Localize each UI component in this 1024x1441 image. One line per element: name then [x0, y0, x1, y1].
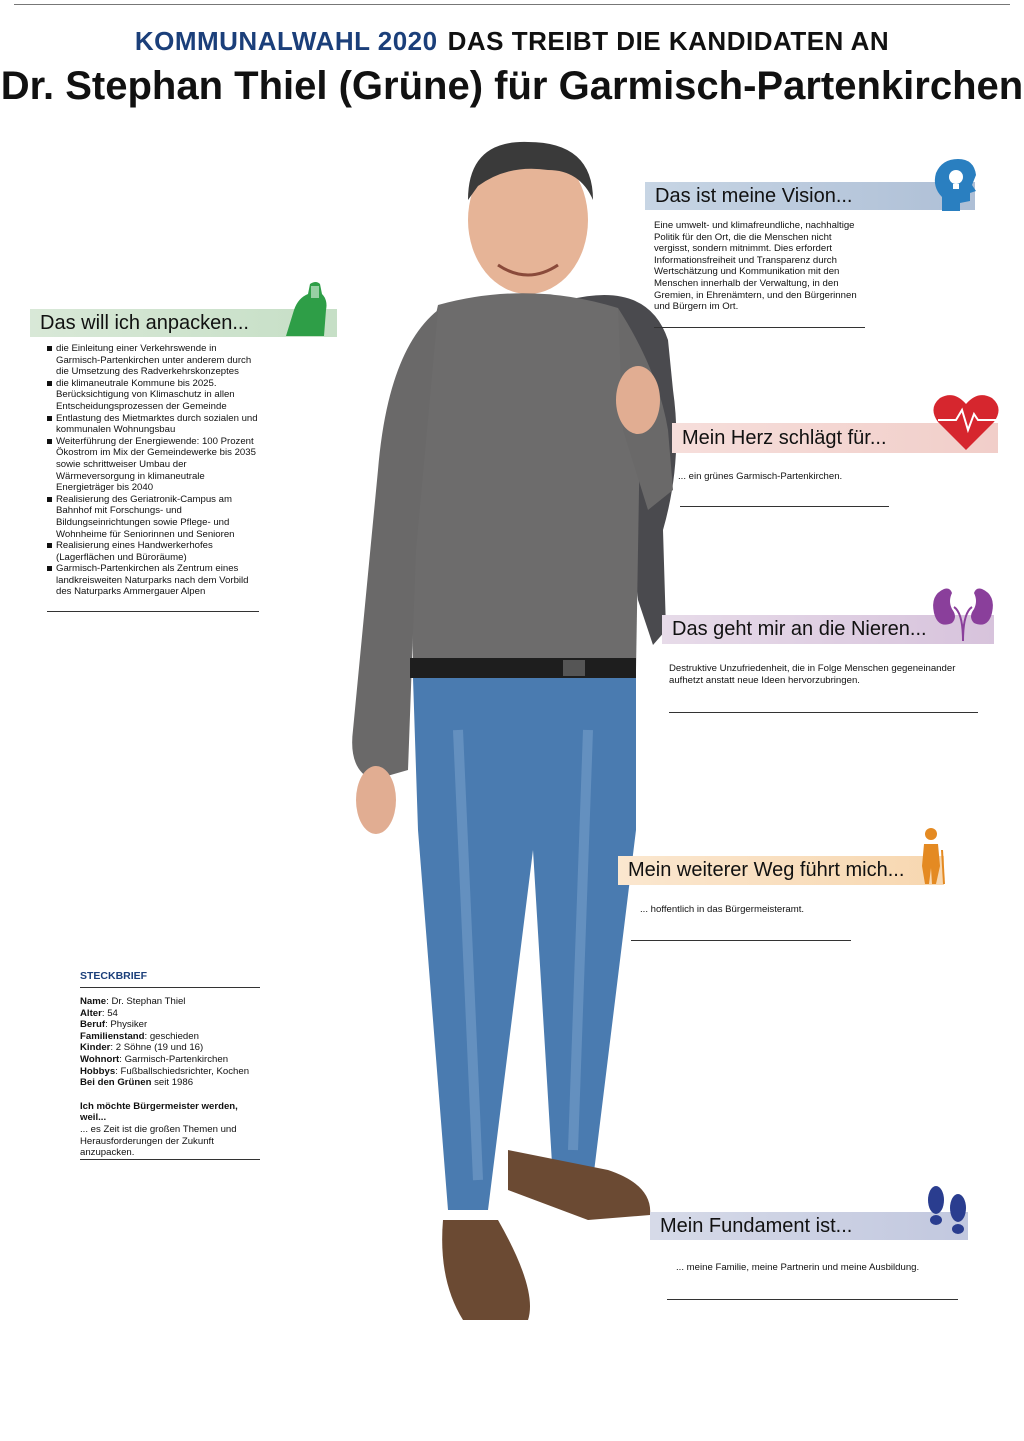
steckbrief-key: Name [80, 996, 107, 1007]
steckbrief-question: Ich möchte Bürgermeister werden, weil... [80, 1100, 238, 1124]
footprints-icon [924, 1184, 970, 1242]
vision-rule [654, 327, 865, 328]
steckbrief-row [80, 1019, 265, 1031]
fundament-text: ... meine Familie, meine Partnerin und meine Ausbildung. [676, 1262, 920, 1273]
steckbrief-rows [80, 996, 265, 1089]
anpacken-item: Realisierung eines Handwerkerhofes (Lagerflächen und Büroräume) [47, 540, 260, 563]
steckbrief-value: : geschieden [144, 1030, 199, 1042]
weg-text: ... hoffentlich in das Bürgermeisteramt. [640, 904, 805, 915]
nieren-label-text: Das geht mir an die Nieren... [672, 618, 927, 640]
heart-pulse-icon [932, 392, 1000, 452]
steckbrief-key: Beruf [80, 1019, 106, 1031]
fundament-label-text: Mein Fundament ist... [660, 1214, 853, 1237]
person-walking-icon [916, 826, 946, 886]
anpacken-item: Realisierung des Geriatronik-Campus am Bahnhof mit Forschungs- und Bildungseinrichtungen sowie Pflege- und Wohnheime für Seniorinnen und Senioren [47, 494, 260, 540]
steckbrief-row [80, 1042, 265, 1054]
kidneys-icon [930, 583, 996, 643]
vision-label [645, 182, 975, 210]
anpacken-item: die klimaneutrale Kommune bis 2025. Berücksichtigung von Klimaschutz in allen Entscheidungsprozessen der Gemeinde [47, 378, 260, 413]
top-rule [14, 4, 1010, 5]
vision-text: Eine umwelt- und klimafreundliche, nachhaltige Politik für den Ort, die die Menschen nicht vergisst, sondern mitnimmt. Dies erfordert Informationsfreiheit und Transparenz durch Wertschätzung und Kommunikation mit den Menschen innerhalb der Verwaltung, in den Gremien, in Ehrenämtern, und den Bürgerinnen und Bürgern im Ort. [654, 220, 857, 313]
steckbrief-top-rule [80, 987, 260, 988]
steckbrief-row [80, 1031, 265, 1043]
anpacken-label-text: Das will ich anpacken... [40, 311, 249, 334]
weg-label-text: Mein weiterer Weg führt mich... [628, 859, 905, 881]
kicker [0, 26, 1024, 57]
steckbrief-key: Familienstand [80, 1030, 145, 1042]
kicker-election: KOMMUNALWAHL 2020 [134, 26, 438, 56]
anpacken-rule [47, 611, 259, 612]
herz-text: ... ein grünes Garmisch-Partenkirchen. [678, 471, 843, 482]
steckbrief-value: seit 1986 [151, 1077, 194, 1089]
steckbrief-row [80, 1077, 265, 1089]
steckbrief-body [80, 996, 265, 1159]
nieren-text: Destruktive Unzufriedenheit, die in Folge Menschen gegeneinander aufhetzt anstatt neue Ideen hervorzubringen. [669, 663, 956, 686]
steckbrief-bottom-rule [80, 1159, 260, 1160]
head-lightbulb-icon [932, 157, 978, 213]
herz-label-text: Mein Herz schlägt für... [682, 426, 887, 449]
steckbrief-row [80, 1054, 265, 1066]
anpacken-item: die Einleitung einer Verkehrswende in Garmisch-Partenkirchen unter anderem durch die Umsetzung des Radverkehrskonzeptes [47, 343, 260, 378]
steckbrief-value: : Fußballschiedsrichter, Kochen [115, 1065, 250, 1077]
anpacken-item: Garmisch-Partenkirchen als Zentrum eines landkreisweiten Naturparks nach dem Vorbild des Naturparks Ammergauer Alpen [47, 563, 260, 598]
steckbrief-value: : Garmisch-Partenkirchen [119, 1053, 229, 1065]
kicker-topic: DAS TREIBT DIE KANDIDATEN AN [447, 26, 890, 56]
anpacken-item: Entlastung des Mietmarktes durch sozialen und kommunalen Wohnungsbau [47, 413, 260, 436]
steckbrief-key: Alter [80, 1007, 102, 1019]
vision-label-text: Das ist meine Vision... [655, 184, 853, 207]
flexed-arm-icon [280, 280, 332, 338]
steckbrief-key: Bei den Grünen [80, 1077, 152, 1089]
page-title: Dr. Stephan Thiel (Grüne) für Garmisch-Partenkirchen [0, 64, 1024, 108]
steckbrief-row [80, 1066, 265, 1078]
fundament-label [650, 1212, 968, 1240]
steckbrief-value: : Physiker [105, 1019, 148, 1031]
steckbrief-row [80, 996, 265, 1008]
fundament-rule [667, 1299, 958, 1300]
weg-label [618, 856, 944, 885]
steckbrief-row [80, 1008, 265, 1020]
steckbrief-title: STECKBRIEF [80, 970, 148, 982]
anpacken-item: Weiterführung der Energiewende: 100 Prozent Ökostrom im Mix der Gemeindewerke bis 2035 sowie schrittweiser Umbau der Wärmeversorgung in klimaneutrale Energieträger bis 2040 [47, 436, 260, 494]
weg-rule [631, 940, 851, 941]
steckbrief-value: : Dr. Stephan Thiel [106, 996, 186, 1007]
steckbrief-value: : 2 Söhne (19 und 16) [110, 1042, 204, 1054]
steckbrief-key: Kinder [80, 1042, 111, 1054]
anpacken-list [47, 343, 260, 598]
steckbrief-key: Hobbys [80, 1065, 116, 1077]
steckbrief-answer: ... es Zeit ist die großen Themen und Herausforderungen der Zukunft anzupacken. [80, 1123, 237, 1159]
steckbrief-key: Wohnort [80, 1053, 120, 1065]
nieren-rule [669, 712, 978, 713]
herz-rule [680, 506, 889, 507]
steckbrief-value: : 54 [101, 1007, 118, 1019]
